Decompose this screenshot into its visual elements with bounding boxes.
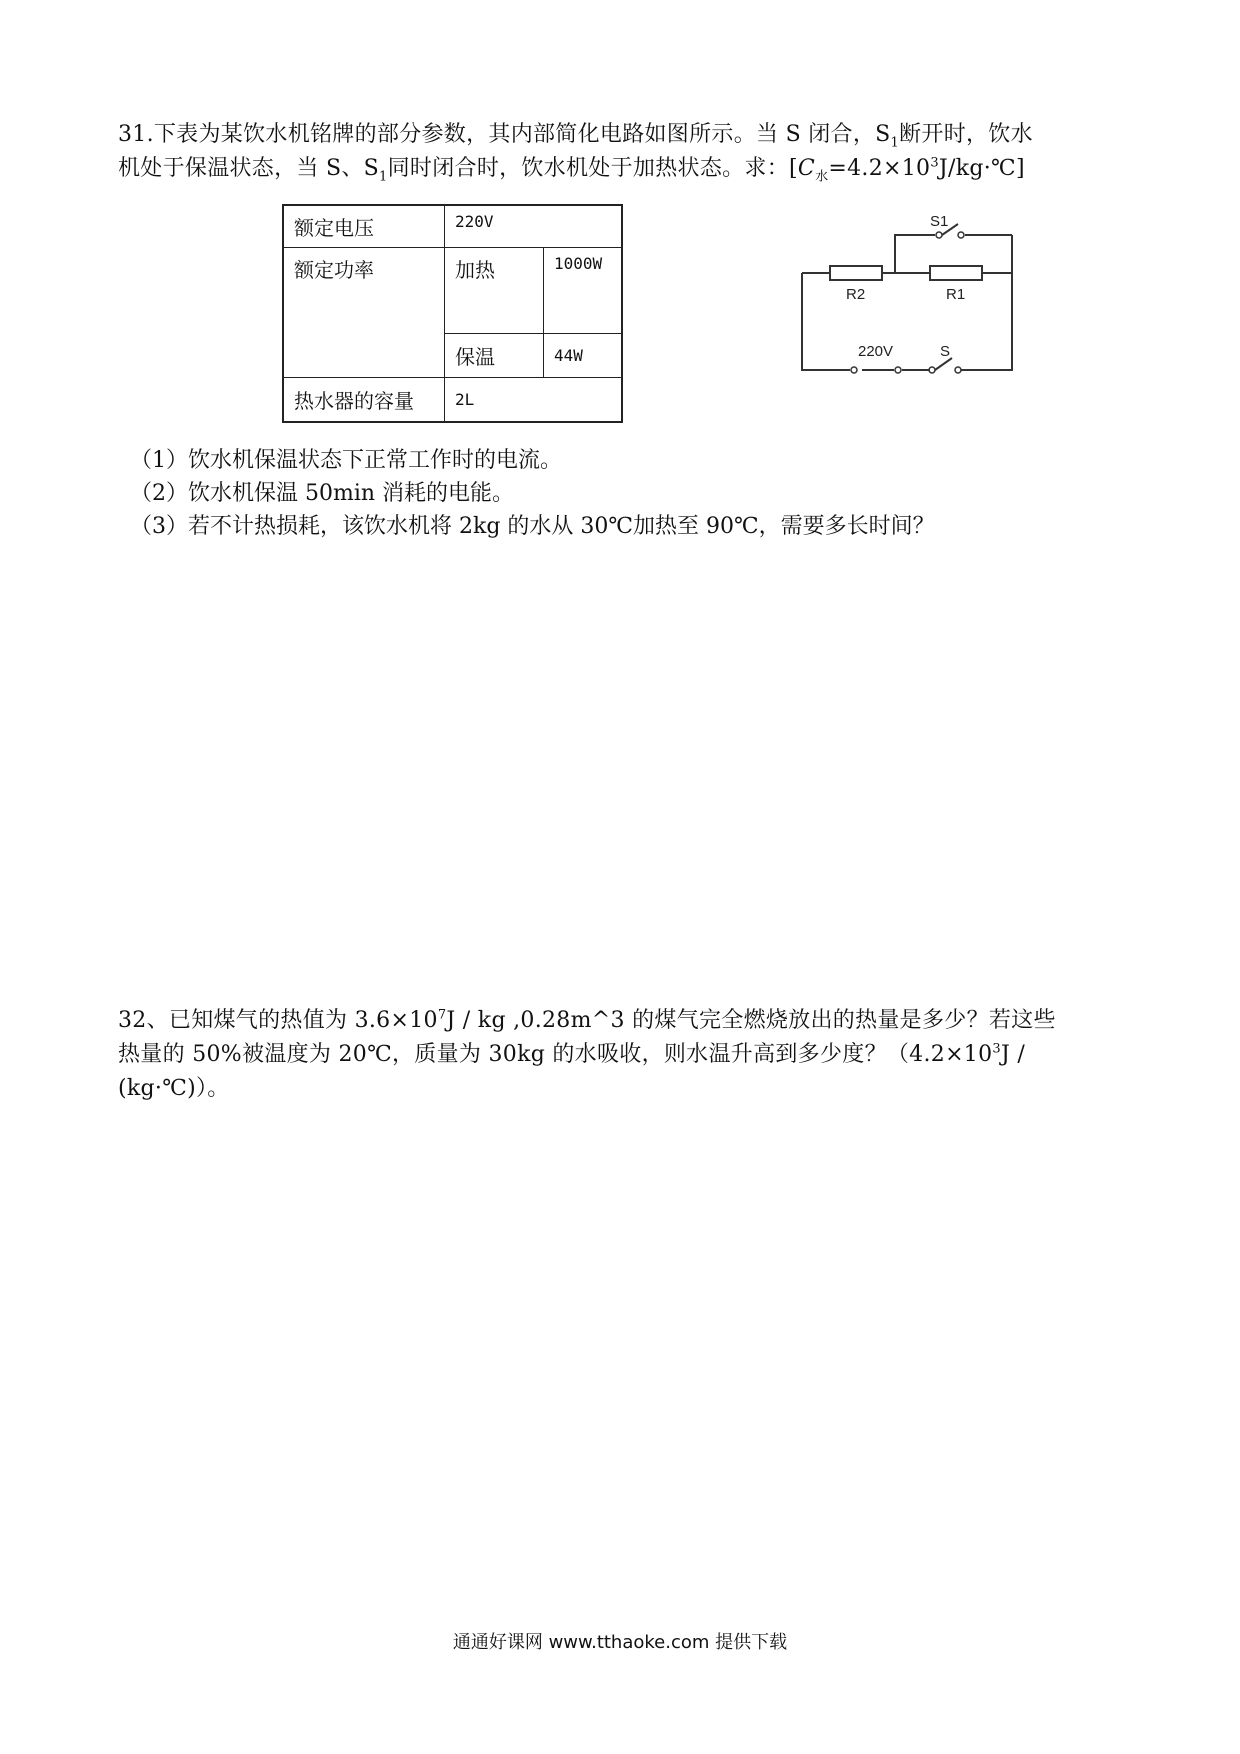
resistor-r2 [830, 266, 882, 280]
label-s1: S1 [930, 213, 949, 230]
label-s: S [940, 343, 951, 360]
subquestion-3: （3）若不计热损耗，该饮水机将 2kg 的水从 30℃加热至 90℃，需要多长时间？ [130, 514, 935, 539]
heating-label: 加热 [445, 248, 544, 334]
question-32-line-3: (kg·℃)）。 [118, 1076, 230, 1101]
spec-table [282, 204, 623, 423]
question-32 [118, 1004, 1128, 1106]
rated-voltage-value: 220V [445, 205, 623, 248]
resistor-r1 [930, 266, 982, 280]
wire-right [966, 235, 1012, 370]
question-31-line-1: 31.下表为某饮水机铭牌的部分参数，其内部简化电路如图所示。当 S 闭合，$S_1$断开时，饮水 [118, 122, 1033, 151]
label-220v: 220V [858, 343, 894, 360]
wire-left [802, 273, 850, 370]
rated-power-label: 额定功率 [283, 248, 445, 378]
capacity-label: 热水器的容量 [283, 378, 445, 422]
heating-value: 1000W [544, 248, 623, 334]
circuit-diagram [790, 210, 1040, 390]
keep-warm-value: 44W [544, 334, 623, 378]
label-r2: R2 [846, 286, 866, 303]
s-terminal-b [955, 367, 961, 373]
s1-terminal-b [958, 232, 964, 238]
question-32-line-1: 32、已知煤气的热值为 $3.6\times 10^7J$ / kg ,0.28m^3 的煤气完全燃烧放出的热量是多少？若这些 [118, 1007, 1056, 1033]
rated-voltage-label: 额定电压 [283, 205, 445, 248]
question-31 [118, 118, 1128, 186]
question-32-line-2: 热量的 50%被温度为 20℃，质量为 30kg 的水吸收，则水温升高到多少度？（$4.2\times 10^3J$ / [118, 1041, 1026, 1067]
label-r1: R1 [946, 286, 966, 303]
power-terminal-b [895, 367, 901, 373]
subquestion-2: （2）饮水机保温 50min 消耗的电能。 [130, 481, 515, 506]
s1-terminal-a [936, 232, 942, 238]
question-31-line-2: 机处于保温状态，当 S、$S_1$同时闭合时，饮水机处于加热状态。求：$[C_水=4.2\times 10^3J/kg\cdot℃]$ [118, 155, 1025, 185]
subquestion-1: （1）饮水机保温状态下正常工作时的电流。 [130, 448, 562, 473]
keep-warm-label: 保温 [445, 334, 544, 378]
capacity-value: 2L [445, 378, 623, 422]
footer-text: 通通好课网 www.tthaoke.com 提供下载 [452, 1632, 788, 1653]
power-terminal-a [851, 367, 857, 373]
